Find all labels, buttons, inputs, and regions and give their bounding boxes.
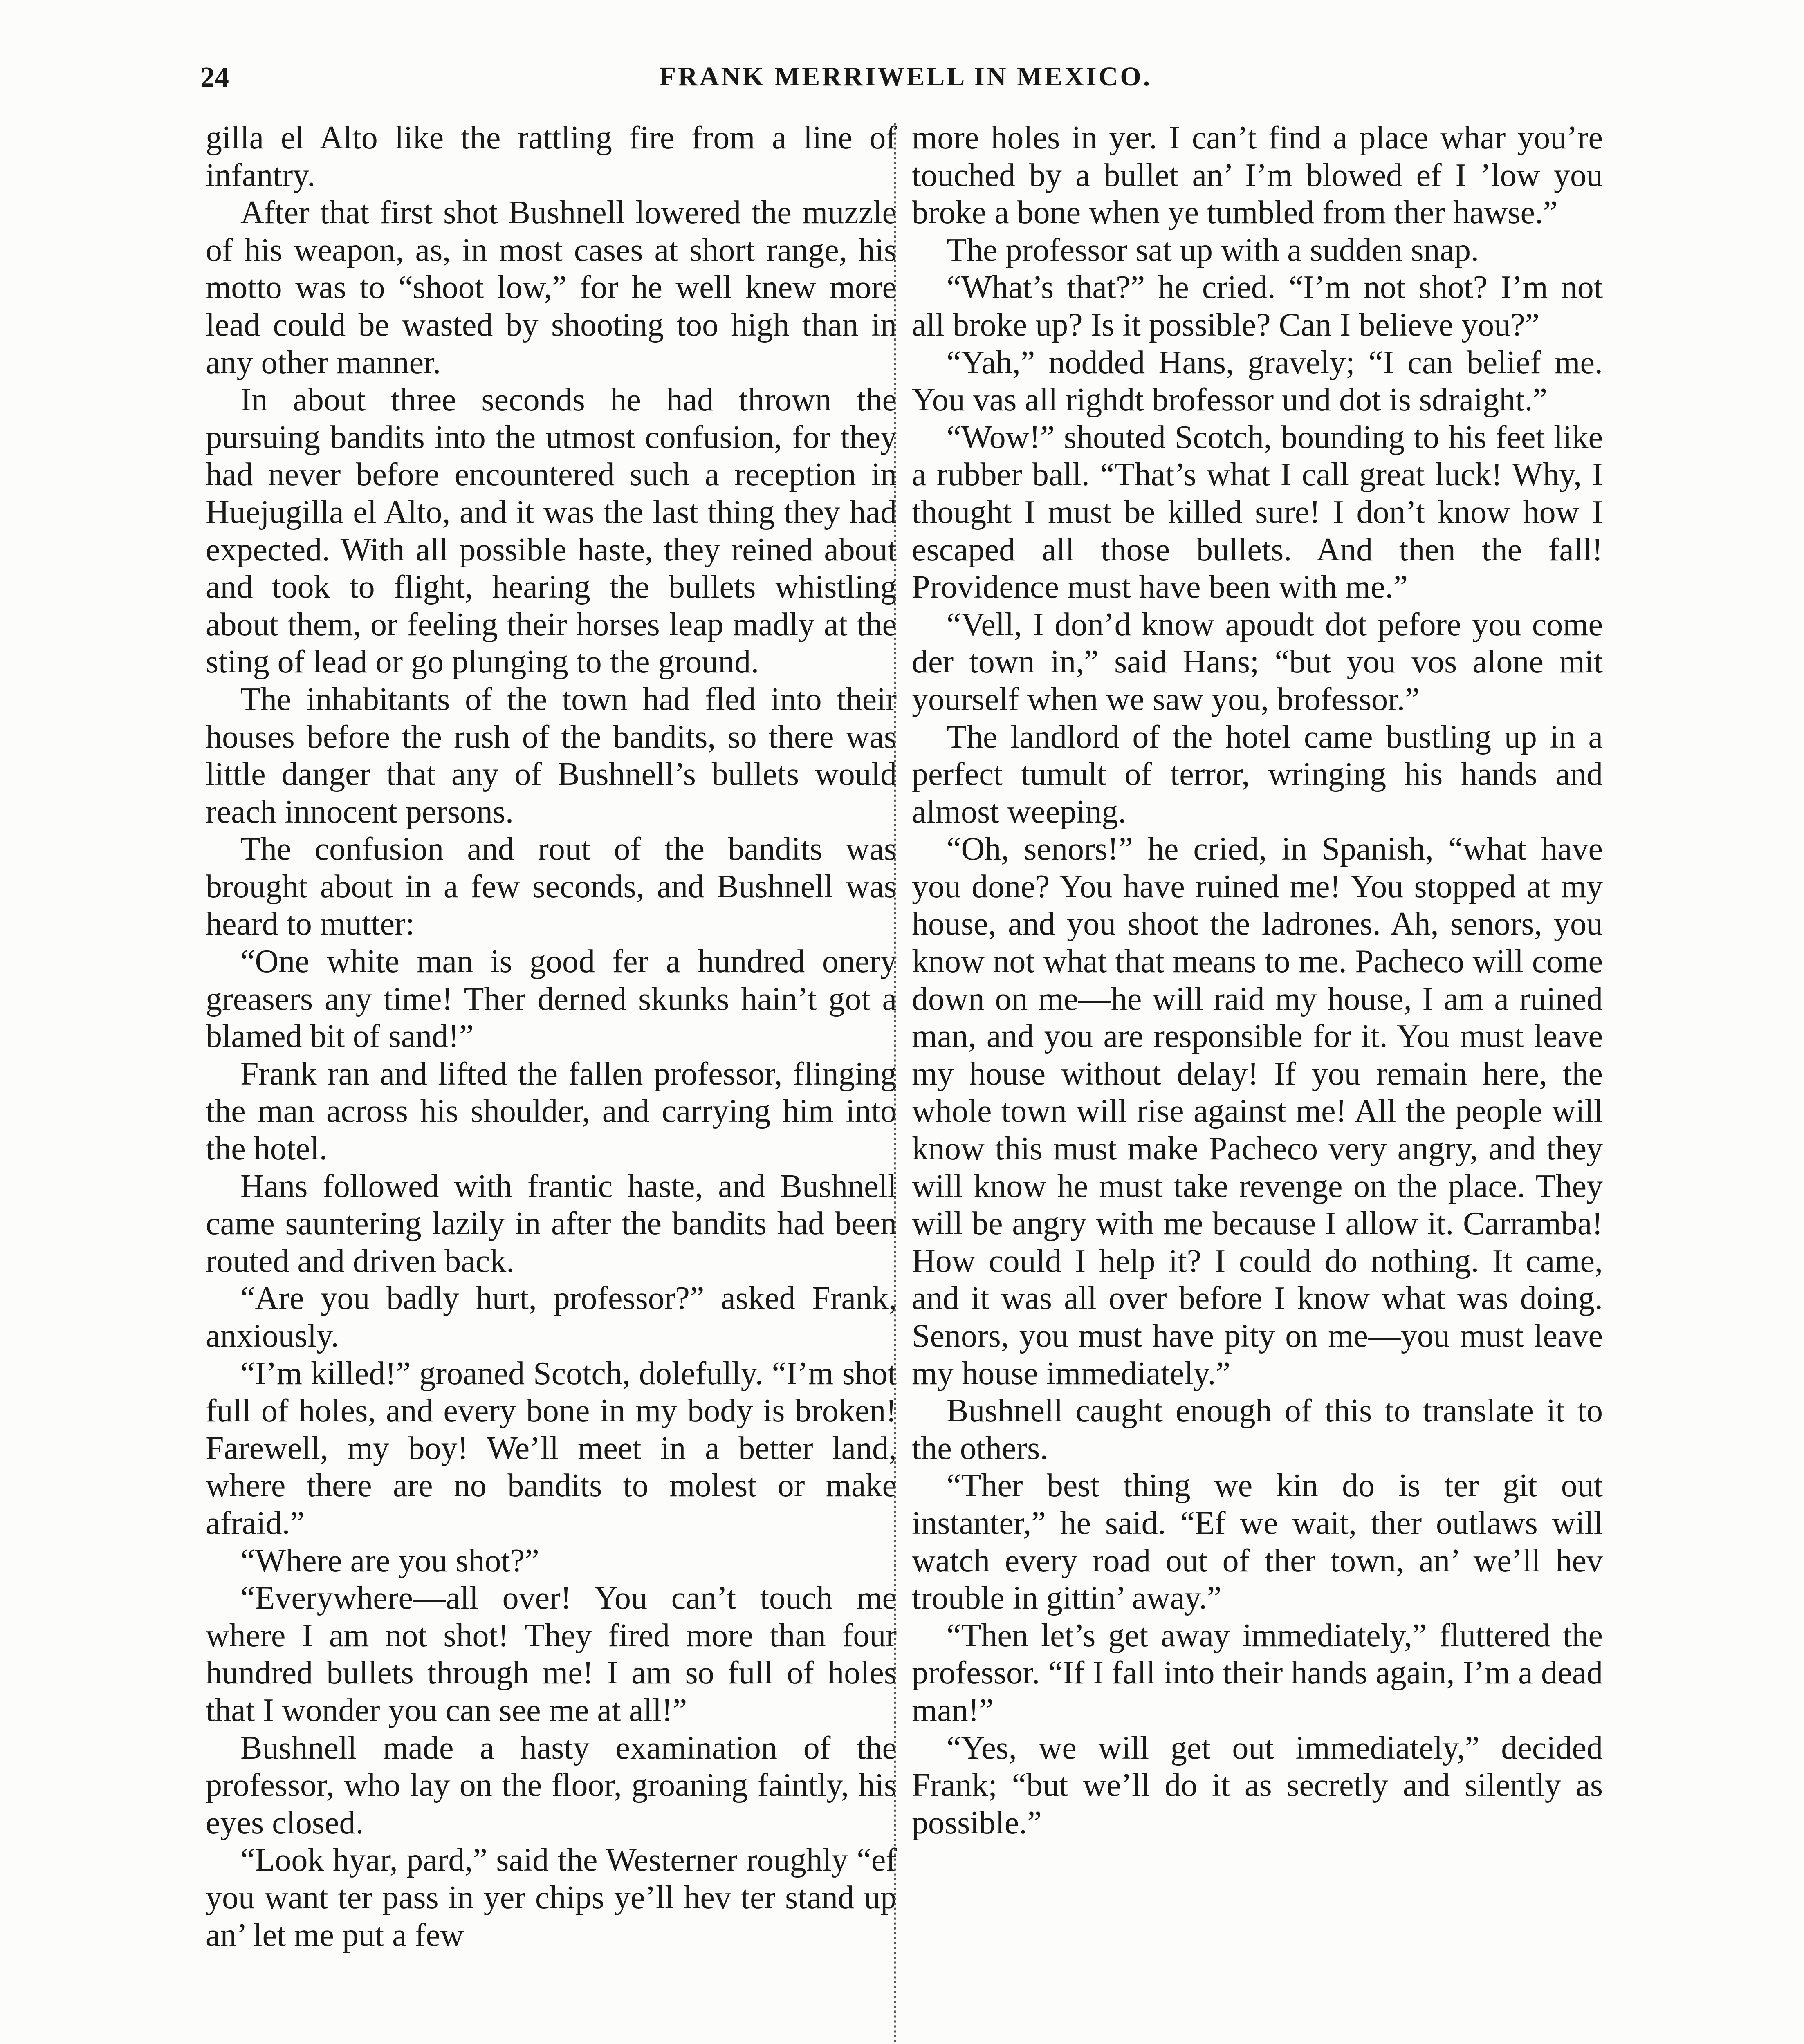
column-divider: [894, 123, 896, 2044]
paragraph: The professor sat up with a sudden snap.: [947, 232, 1479, 268]
paragraph: “Yah,” nodded Hans, gravely; “I can belief me. You vas all righdt brofessor und dot is sdraight.”: [912, 344, 1603, 418]
paragraph: “Vell, I don’d know apoudt dot pefore you come der town in,” said Hans; “but you vos alone mit yourself when we saw you, brofessor.”: [912, 606, 1603, 717]
paragraph: Hans followed with frantic haste, and Bushnell came sauntering lazily in after the bandits had been routed and driven back.: [206, 1168, 897, 1279]
paragraph: “I’m killed!” groaned Scotch, dolefully. “I’m shot full of holes, and every bone in my body is broken! Farewell, my boy! We’ll meet in a better land, where there are no bandits to molest or make afraid.”: [206, 1355, 897, 1541]
running-title: FRANK MERRIWELL IN MEXICO.: [659, 62, 1152, 92]
paragraph: Bushnell caught enough of this to translate it to the others.: [912, 1393, 1603, 1466]
paragraph: “Then let’s get away immediately,” fluttered the professor. “If I fall into their hands again, I’m a dead man!”: [912, 1617, 1603, 1728]
paragraph: “Yes, we will get out immediately,” decided Frank; “but we’ll do it as secretly and silently as possible.”: [912, 1730, 1603, 1841]
page-number: 24: [200, 62, 229, 93]
paragraph: “Look hyar, pard,” said the Westerner roughly “ef you want ter pass in yer chips ye’ll hev ter stand up an’ let me put a few: [206, 1842, 897, 1953]
paragraph: “What’s that?” he cried. “I’m not shot? I’m not all broke up? Is it possible? Can I believe you?”: [912, 269, 1603, 343]
paragraph: “Everywhere—all over! You can’t touch me where I am not shot! They fired more than four hundred bullets through me! I am so full of holes that I wonder you can see me at all!”: [206, 1580, 897, 1728]
paragraph: Bushnell made a hasty examination of the professor, who lay on the floor, groaning faintly, his eyes closed.: [206, 1730, 897, 1841]
paragraph: The confusion and rout of the bandits was brought about in a few seconds, and Bushnell was heard to mutter:: [206, 831, 897, 942]
paragraph: Frank ran and lifted the fallen professor, flinging the man across his shoulder, and carrying him into the hotel.: [206, 1056, 897, 1167]
paragraph: “Where are you shot?”: [240, 1542, 539, 1579]
paragraph: “One white man is good fer a hundred onery greasers any time! Ther derned skunks hain’t got a blamed bit of sand!”: [206, 944, 897, 1055]
right-column: [912, 119, 1603, 2044]
paragraph: gilla el Alto like the rattling fire from a line of infantry.: [206, 120, 897, 193]
paragraph: “Oh, senors!” he cried, in Spanish, “what have you done? You have ruined me! You stopped at my house, and you shoot the ladrones. Ah, senors, you know not what that means to me. Pacheco will come down on me—he will raid my house, I am a ruined man, and you are responsible for it. You must leave my house without delay! If you remain here, the whole town will rise against me! All the people will know this must make Pacheco very angry, and they will know he must take revenge on the place. They will be angry with me because I allow it. Carramba! How could I help it? I could do nothing. It came, and it was all over before I know what was doing. Senors, you must have pity on me—you must leave my house immediately.”: [912, 831, 1603, 1392]
paragraph: The inhabitants of the town had fled into their houses before the rush of the bandits, so there was little danger that any of Bushnell’s bullets would reach innocent persons.: [206, 681, 897, 830]
paragraph: “Ther best thing we kin do is ter git out instanter,” he said. “Ef we wait, ther outlaws will watch every road out of ther town, an’ we’ll hev trouble in gittin’ away.”: [912, 1468, 1603, 1616]
paragraph: “Wow!” shouted Scotch, bounding to his feet like a rubber ball. “That’s what I call great luck! Why, I thought I must be killed sure! I don’t know how I escaped all those bullets. And then the fall! Providence must have been with me.”: [912, 419, 1603, 605]
paragraph: “Are you badly hurt, professor?” asked Frank, anxiously.: [206, 1280, 897, 1354]
paragraph: After that first shot Bushnell lowered the muzzle of his weapon, as, in most cases at short range, his motto was to “shoot low,” for he well knew more lead could be wasted by shooting too high than in any other manner.: [206, 195, 897, 381]
paragraph: In about three seconds he had thrown the pursuing bandits into the utmost confusion, for they had never before encountered such a reception in Huejugilla el Alto, and it was the last thing they had expected. With all possible haste, they reined about and took to flight, hearing the bullets whistling about them, or feeling their horses leap madly at the sting of lead or go plunging to the ground.: [206, 382, 897, 680]
paragraph: The landlord of the hotel came bustling up in a perfect tumult of terror, wringing his hands and almost weeping.: [912, 719, 1603, 830]
left-column: [206, 119, 897, 2044]
page-header: [200, 61, 1611, 106]
paragraph: more holes in yer. I can’t find a place whar you’re touched by a bullet an’ I’m blowed ef I ’low you broke a bone when ye tumbled from ther hawse.”: [912, 120, 1603, 231]
